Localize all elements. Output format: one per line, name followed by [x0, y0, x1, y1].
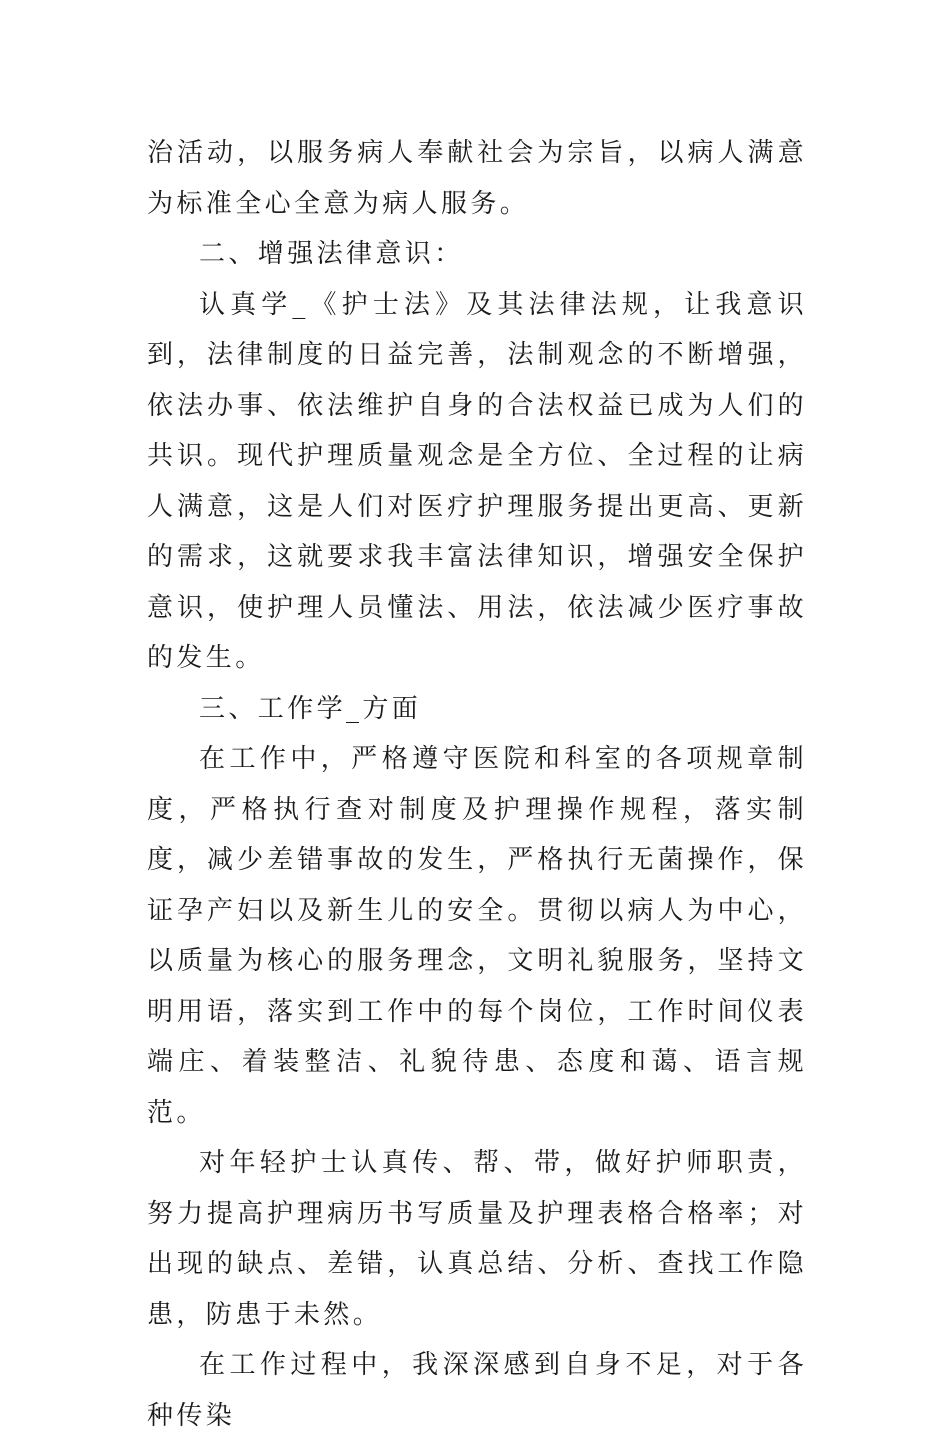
section-heading-work-study: 三、工作学_方面 — [199, 693, 422, 724]
document-page — [147, 128, 807, 1441]
paragraph-work-rules: 在工作中，严格遵守医院和科室的各项规章制度，严格执行查对制度及护理操作规程，落实制度，减少差错事故的发生，严格执行无菌操作，保证孕产妇以及新生儿的安全。贯彻以病人为中心，以质量为核心的服务理念，文明礼貌服务，坚持文明用语，落实到工作中的每个岗位，工作时间仪表端庄、着装整洁、礼貌待患、态度和蔼、语言规范。 — [147, 744, 807, 1128]
paragraph-continuation: 治活动，以服务病人奉献社会为宗旨，以病人满意为标准全心全意为病人服务。 — [147, 138, 807, 219]
paragraph-legal-study: 认真学_《护士法》及其法律法规，让我意识到，法律制度的日益完善，法制观念的不断增强，依法办事、依法维护自身的合法权益已成为人们的共识。现代护理质量观念是全方位、全过程的让病人满意，这是人们对医疗护理服务提出更高、更新的需求，这就要求我丰富法律知识，增强安全保护意识，使护理人员懂法、用法，依法减少医疗事故的发生。 — [147, 289, 807, 673]
paragraph-mentoring: 对年轻护士认真传、帮、带，做好护师职责，努力提高护理病历书写质量及护理表格合格率；对出现的缺点、差错，认真总结、分析、查找工作隐患，防患于未然。 — [147, 1148, 807, 1330]
paragraph-self-reflection: 在工作过程中，我深深感到自身不足，对于各种传染 — [147, 1350, 807, 1431]
section-heading-legal-awareness: 二、增强法律意识： — [199, 239, 464, 269]
